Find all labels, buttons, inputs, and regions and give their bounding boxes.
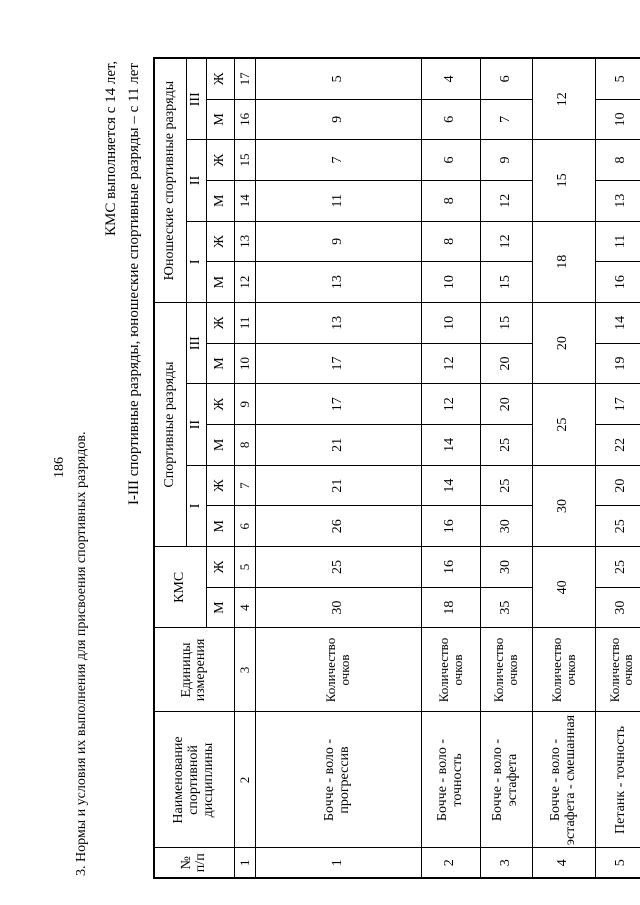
column-number: 1 [234,848,255,878]
norm-value: 9 [480,140,532,181]
norm-value: 21 [255,465,421,506]
norm-value: 20 [480,384,532,425]
norm-value: 20 [480,343,532,384]
norms-table [153,57,640,879]
header-gender-female: Ж [206,384,234,425]
header-sport-rank-I: I [186,465,206,546]
table-row [480,58,532,878]
row-number: 4 [532,848,595,878]
column-number: 16 [234,99,255,140]
header-youth-ranks: Юношеские спортивные разряды [154,58,186,302]
norm-value: 25 [595,547,640,588]
norm-value: 8 [595,140,640,181]
header-sport-rank-III: III [186,302,206,383]
column-number: 10 [234,343,255,384]
header-gender-female: Ж [206,221,234,262]
column-number: 8 [234,425,255,466]
discipline-name: Бочче - воло - прогрессив [255,712,421,848]
units-cell: Количество очков [480,628,532,712]
discipline-name: Бочче - воло - эстафета [480,712,532,848]
norm-value: 30 [480,547,532,588]
column-number: 2 [234,712,255,848]
norm-value: 25 [480,425,532,466]
column-number: 12 [234,262,255,303]
column-number: 9 [234,384,255,425]
column-number: 13 [234,221,255,262]
norm-value-merged: 25 [532,384,595,465]
table-row [595,58,640,878]
column-number: 11 [234,302,255,343]
norm-value: 8 [421,180,480,221]
units-cell: Количество очков [255,628,421,712]
norm-value: 25 [255,547,421,588]
norm-value: 9 [255,99,421,140]
header-gender-male: М [206,262,234,303]
norm-value: 17 [255,343,421,384]
row-number: 2 [421,848,480,878]
norm-value: 6 [480,58,532,99]
norm-value: 17 [595,384,640,425]
norm-value: 26 [255,506,421,547]
header-gender-female: Ж [206,140,234,181]
table-row [255,58,421,878]
norm-value: 18 [421,587,480,628]
norm-value: 25 [480,465,532,506]
header-gender-female: Ж [206,465,234,506]
norm-value: 30 [595,587,640,628]
norm-value: 35 [480,587,532,628]
norm-value: 12 [480,180,532,221]
norm-value: 17 [255,384,421,425]
norm-value: 4 [421,58,480,99]
norm-value: 13 [255,262,421,303]
norm-value: 6 [421,140,480,181]
norm-value-merged: 40 [532,547,595,628]
norm-value: 10 [421,302,480,343]
discipline-name: Бочче - воло - эстафета - смешанная [532,712,595,848]
column-number: 17 [234,58,255,99]
header-sport-ranks: Спортивные разряды [154,302,186,546]
norm-value: 7 [255,140,421,181]
norm-value: 10 [421,262,480,303]
row-number: 3 [480,848,532,878]
column-number: 4 [234,587,255,628]
norm-value-merged: 30 [532,465,595,546]
norm-value: 8 [421,221,480,262]
norm-value: 14 [421,465,480,506]
norm-value: 6 [421,99,480,140]
header-sport-rank-II: II [186,384,206,465]
column-number-row [234,58,255,878]
kms-age-note: КМС выполняется с 14 лет, [103,60,119,236]
norm-value: 5 [595,58,640,99]
norm-value: 13 [255,302,421,343]
norm-value: 16 [421,547,480,588]
norm-value: 11 [255,180,421,221]
column-number: 14 [234,180,255,221]
units-cell: Количество очков [595,628,640,712]
norm-value-merged: 15 [532,140,595,221]
header-gender-female: Ж [206,547,234,588]
column-number: 5 [234,547,255,588]
norm-value: 14 [595,302,640,343]
norm-value-merged: 20 [532,302,595,383]
norm-value: 21 [255,425,421,466]
norm-value: 16 [595,262,640,303]
row-number: 1 [255,848,421,878]
norm-value: 10 [595,99,640,140]
header-gender-male: М [206,506,234,547]
page-number: 186 [52,457,67,478]
norm-value: 15 [480,262,532,303]
column-number: 15 [234,140,255,181]
column-number: 3 [234,628,255,712]
header-gender-male: М [206,343,234,384]
categories-age-note: I-III спортивные разряды, юношеские спортивные разряды – с 11 лет [126,63,142,505]
norm-value: 19 [595,343,640,384]
units-cell: Количество очков [421,628,480,712]
norm-value-merged: 18 [532,221,595,302]
norm-value: 16 [421,506,480,547]
header-youth-rank-III: III [186,58,206,139]
norm-value: 20 [595,465,640,506]
norm-value: 12 [480,221,532,262]
column-number: 6 [234,506,255,547]
norm-value-merged: 12 [532,58,595,139]
row-number: 5 [595,848,640,878]
column-number: 7 [234,465,255,506]
header-gender-male: М [206,587,234,628]
header-gender-male: М [206,99,234,140]
discipline-name: Бочче - воло - точность [421,712,480,848]
norm-value: 30 [480,506,532,547]
header-num: № п/п [154,848,234,878]
header-gender-female: Ж [206,58,234,99]
header-gender-male: М [206,180,234,221]
header-youth-rank-I: I [186,221,206,302]
norm-value: 5 [255,58,421,99]
header-discipline: Наименование спортивной дисциплины [154,712,234,848]
table-row [532,58,595,878]
norm-value: 25 [595,506,640,547]
header-gender-male: М [206,425,234,466]
norm-value: 13 [595,180,640,221]
header-units: Единицы измерения [154,628,234,712]
norm-value: 9 [255,221,421,262]
norm-value: 22 [595,425,640,466]
norm-value: 12 [421,384,480,425]
norm-value: 7 [480,99,532,140]
norm-value: 12 [421,343,480,384]
header-kms: КМС [154,547,206,628]
norm-value: 11 [595,221,640,262]
norms-table-wrapper [153,59,636,879]
section-heading: 3. Нормы и условия их выполнения для присвоения спортивных разрядов. [74,431,89,876]
norm-value: 14 [421,425,480,466]
norm-value: 15 [480,302,532,343]
table-row [421,58,480,878]
norm-value: 30 [255,587,421,628]
discipline-name: Петанк - точность [595,712,640,848]
units-cell: Количество очков [532,628,595,712]
header-gender-female: Ж [206,302,234,343]
header-youth-rank-II: II [186,140,206,221]
